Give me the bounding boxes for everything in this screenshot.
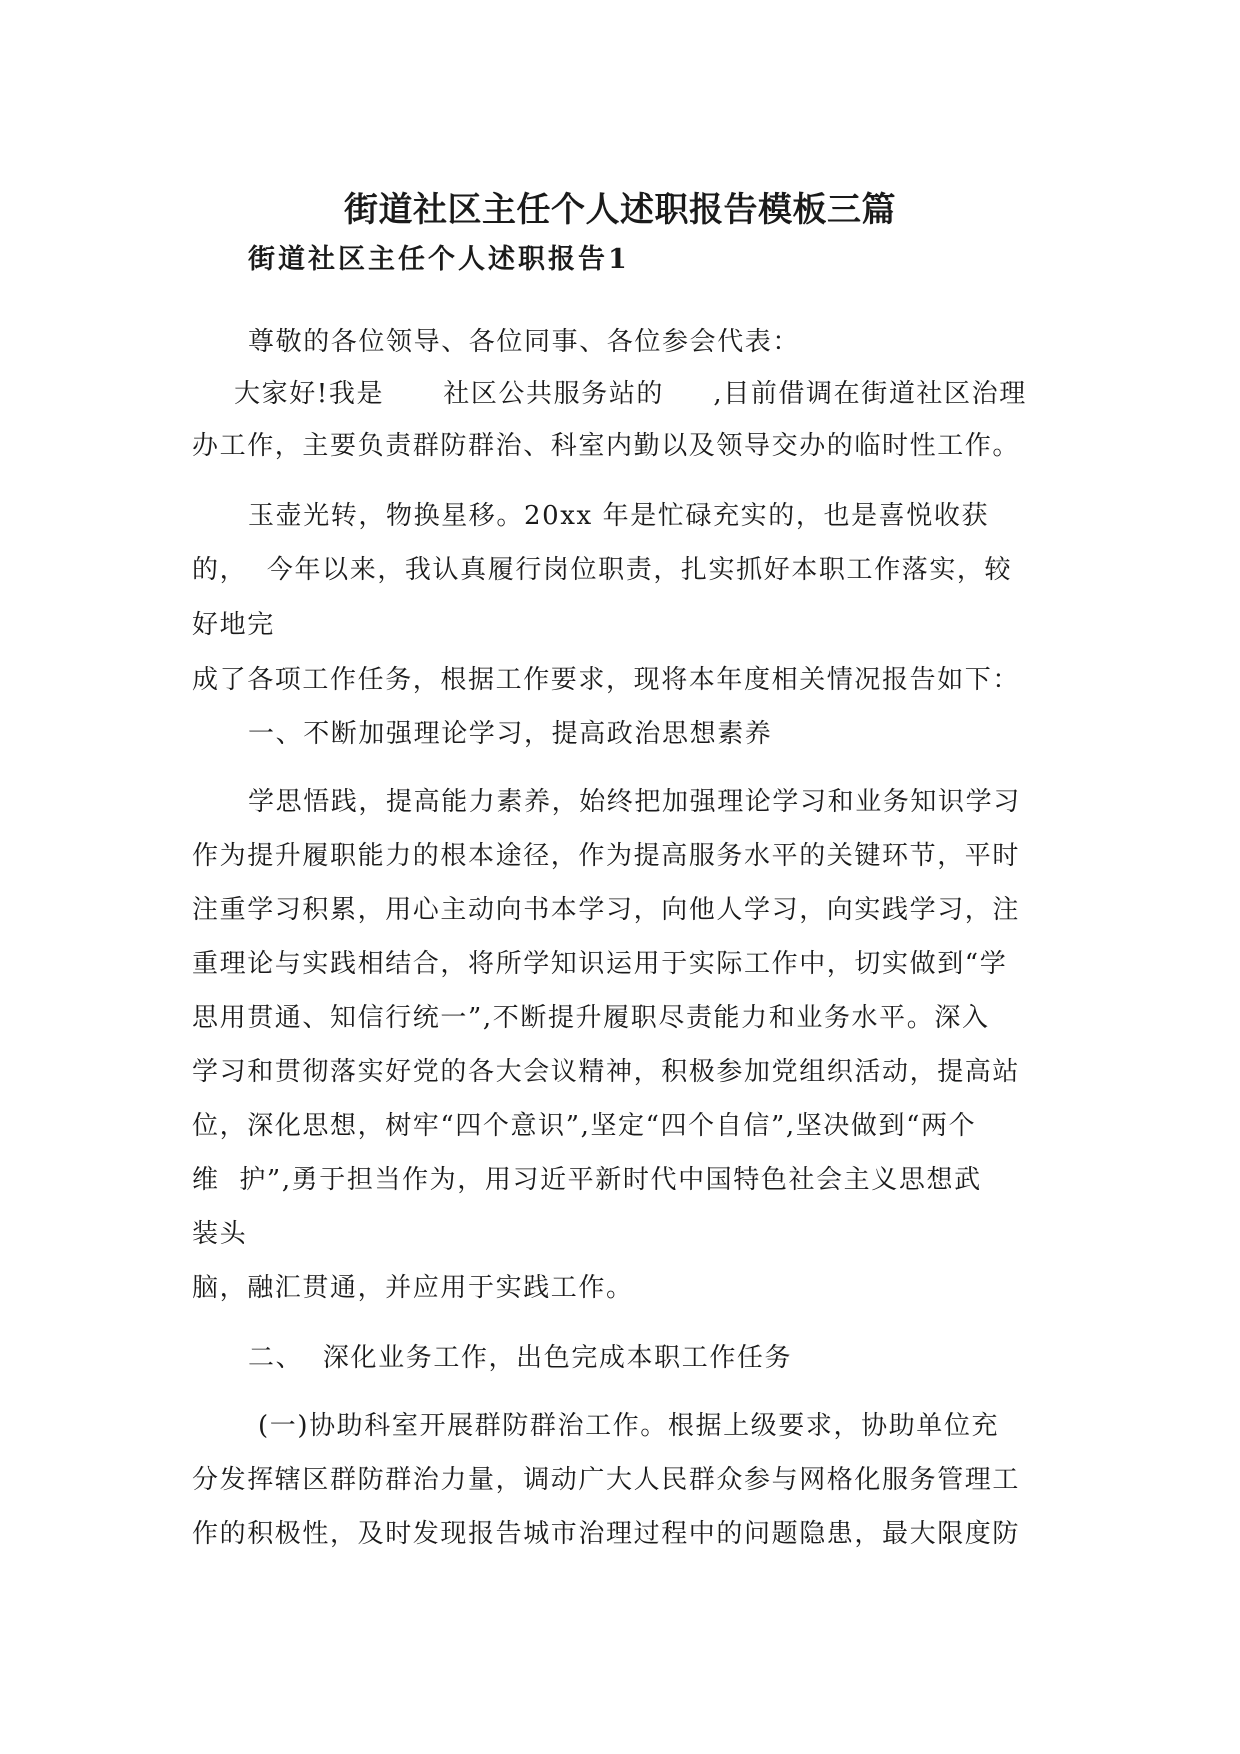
- paragraph-line: (一)协助科室开展群防群治工作。根据上级要求，协助单位充: [258, 1411, 1000, 1441]
- paragraph-line: 的， 今年以来，我认真履行岗位职责，扎实抓好本职工作落实，较: [192, 555, 1013, 585]
- paragraph-line: 尊敬的各位领导、各位同事、各位参会代表：: [248, 327, 801, 357]
- section-heading: 二、 深化业务工作，出色完成本职工作任务: [248, 1343, 793, 1373]
- paragraph-line: 脑，融汇贯通，并应用于实践工作。: [192, 1273, 634, 1303]
- section-heading: 一、不断加强理论学习，提高政治思想素养: [248, 719, 773, 749]
- paragraph-line: 重理论与实践相结合，将所学知识运用于实际工作中，切实做到“学: [192, 949, 1008, 979]
- section-subtitle: 街道社区主任个人述职报告1: [248, 244, 630, 275]
- paragraph-line: 思用贯通、知信行统一”,不断提升履职尽责能力和业务水平。深入: [192, 1003, 990, 1033]
- paragraph-line: 好地完: [192, 610, 275, 640]
- paragraph-line: 办工作，主要负责群防群治、科室内勤以及领导交办的临时性工作。: [192, 431, 1021, 461]
- paragraph-line: 成了各项工作任务，根据工作要求，现将本年度相关情况报告如下：: [192, 665, 1021, 695]
- paragraph-line: 装头: [192, 1219, 248, 1249]
- paragraph-line: 作为提升履职能力的根本途径，作为提高服务水平的关键环节，平时: [192, 841, 1021, 871]
- paragraph-line: 作的积极性，及时发现报告城市治理过程中的问题隐患，最大限度防: [192, 1519, 1021, 1549]
- paragraph-line: 位，深化思想，树牢“四个意识”,坚定“四个自信”,坚决做到“两个: [192, 1111, 977, 1141]
- paragraph-line: 学思悟践，提高能力素养，始终把加强理论学习和业务知识学习: [248, 787, 1021, 817]
- paragraph-line: 学习和贯彻落实好党的各大会议精神，积极参加党组织活动，提高站: [192, 1057, 1021, 1087]
- paragraph-line: 注重学习积累，用心主动向书本学习，向他人学习，向实践学习，注: [192, 895, 1021, 925]
- paragraph-line: 分发挥辖区群防群治力量，调动广大人民群众参与网格化服务管理工: [192, 1465, 1021, 1495]
- paragraph-line: 大家好!我是 社区公共服务站的 ,目前借调在街道社区治理: [234, 379, 1027, 409]
- paragraph-line: 玉壶光转，物换星移。20xx 年是忙碌充实的，也是喜悦收获: [248, 501, 990, 531]
- paragraph-line: 维 护”,勇于担当作为，用习近平新时代中国特色社会主义思想武: [192, 1165, 982, 1195]
- document-title: 街道社区主任个人述职报告模板三篇: [344, 190, 896, 230]
